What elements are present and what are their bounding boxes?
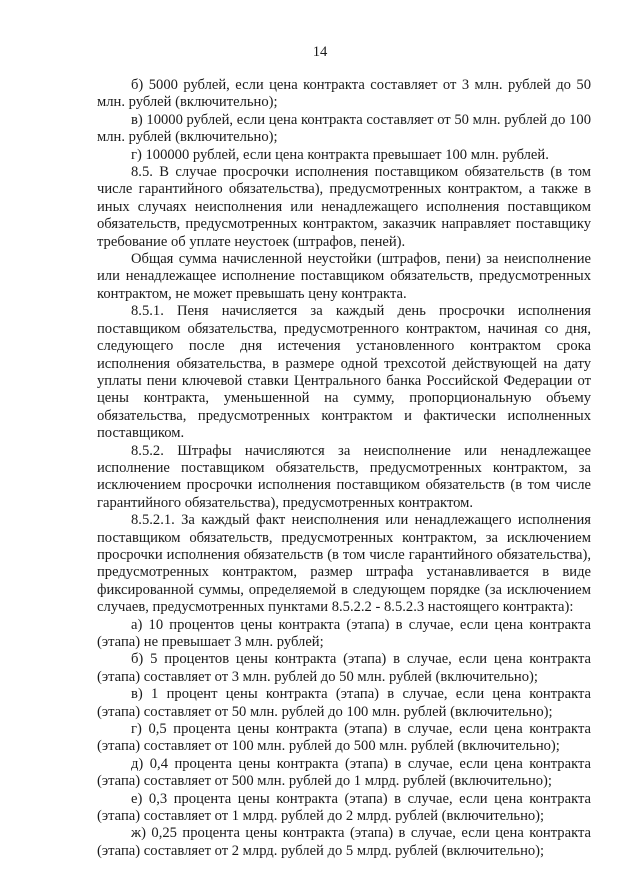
paragraph-8-5: 8.5. В случае просрочки исполнения поставщиком обязательств (в том числе гарантийного обязательства), предусмотренных контрактом, а также в иных случаях неисполнения или ненадлежащего исполнения поставщиком обязательств, предусмотренных контрактом, заказчик направляет поставщику требование об уплате неустоек (штрафов, пеней). bbox=[97, 164, 591, 250]
paragraph-b-5000: б) 5000 рублей, если цена контракта составляет от 3 млн. рублей до 50 млн. рублей (включительно); bbox=[97, 77, 591, 111]
list-item-b: б) 5 процентов цены контракта (этапа) в случае, если цена контракта (этапа) составляет от 3 млн. рублей до 50 млн. рублей (включительно); bbox=[97, 651, 591, 685]
list-item-v: в) 1 процент цены контракта (этапа) в случае, если цена контракта (этапа) составляет от 50 млн. рублей до 100 млн. рублей (включительно); bbox=[97, 686, 591, 720]
list-item-g: г) 0,5 процента цены контракта (этапа) в случае, если цена контракта (этапа) составляет от 100 млн. рублей до 500 млн. рублей (включительно); bbox=[97, 721, 591, 755]
list-item-zh: ж) 0,25 процента цены контракта (этапа) в случае, если цена контракта (этапа) составляет от 2 млрд. рублей до 5 млрд. рублей (включительно); bbox=[97, 825, 591, 859]
list-item-d: д) 0,4 процента цены контракта (этапа) в случае, если цена контракта (этапа) составляет от 500 млн. рублей до 1 млрд. рублей (включительно); bbox=[97, 755, 591, 790]
paragraph-g-100000: г) 100000 рублей, если цена контракта превышает 100 млн. рублей. bbox=[131, 146, 549, 163]
paragraph-8-5-2: 8.5.2. Штрафы начисляются за неисполнение или ненадлежащее исполнение поставщиком обязательств, предусмотренных контрактом, за исключением просрочки исполнения поставщиком обязательств (в том числе гарантийного обязательства), предусмотренных контрактом. bbox=[97, 442, 591, 511]
document-body bbox=[97, 77, 591, 860]
list-item-e: е) 0,3 процента цены контракта (этапа) в случае, если цена контракта (этапа) составляет от 1 млрд. рублей до 2 млрд. рублей (включительно); bbox=[97, 790, 591, 825]
paragraph-total-penalty: Общая сумма начисленной неустойки (штрафов, пени) за неисполнение или ненадлежащее исполнение поставщиком обязательств, предусмотренных контрактом, не может превышать цену контракта. bbox=[97, 251, 591, 302]
list-item-a: а) 10 процентов цены контракта (этапа) в случае, если цена контракта (этапа) не превышает 3 млн. рублей; bbox=[97, 616, 591, 650]
paragraph-v-10000: в) 10000 рублей, если цена контракта составляет от 50 млн. рублей до 100 млн. рублей (включительно); bbox=[97, 111, 591, 146]
page-number: 14 bbox=[312, 44, 328, 60]
paragraph-8-5-1: 8.5.1. Пеня начисляется за каждый день просрочки исполнения поставщиком обязательства, предусмотренного контрактом, начиная со дня, следующего после дня истечения установленного контрактом срока исполнения обязательства, в размере одной трехсотой действующей на дату уплаты пени ключевой ставки Центрального банка Российской Федерации от цены контракта, уменьшенной на сумму, пропорциональную объему обязательства, предусмотренных контрактом и фактически исполненных поставщиком. bbox=[97, 303, 591, 442]
paragraph-8-5-2-1: 8.5.2.1. За каждый факт неисполнения или ненадлежащего исполнения поставщиком обязательств, предусмотренных контрактом, за исключением просрочки исполнения обязательств (в том числе гарантийного обязательства), предусмотренных контрактом, размер штрафа устанавливается в виде фиксированной суммы, определяемой в следующем порядке (за исключением случаев, предусмотренных пунктами 8.5.2.2 - 8.5.2.3 настоящего контракта): bbox=[97, 512, 591, 616]
